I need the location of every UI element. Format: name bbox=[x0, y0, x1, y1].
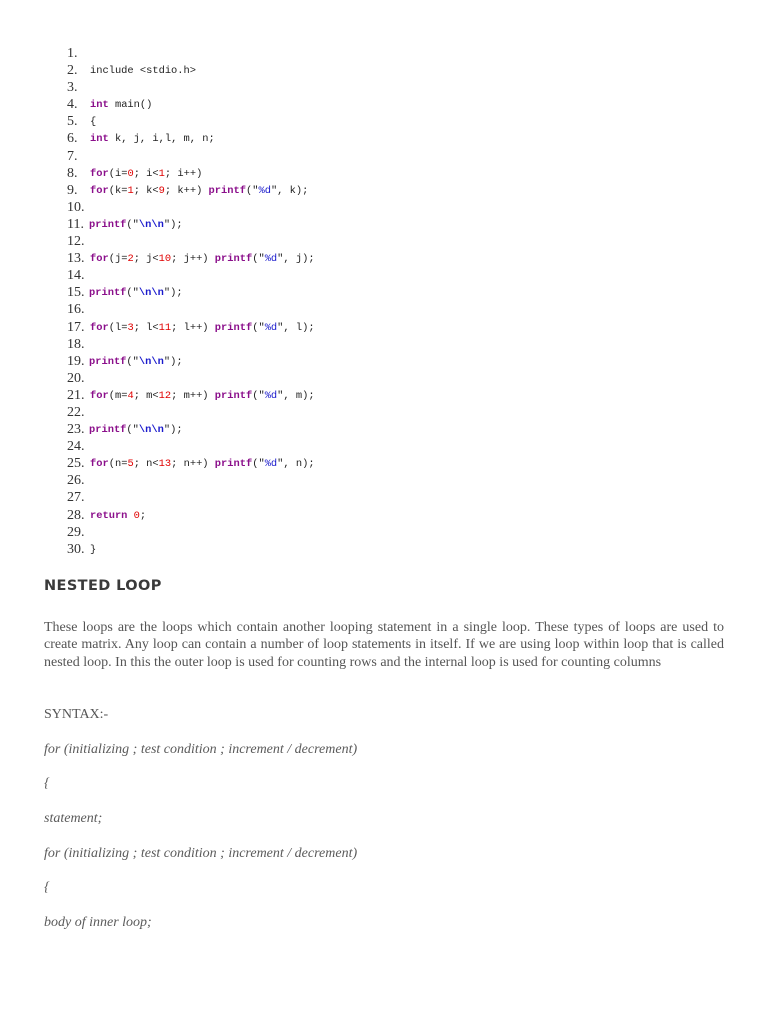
code-token-plain: (i= bbox=[108, 167, 128, 180]
line-number: 3. bbox=[67, 80, 78, 96]
code-text bbox=[90, 509, 146, 524]
code-line bbox=[0, 353, 768, 370]
code-token-kw: for bbox=[90, 321, 109, 334]
code-line bbox=[0, 301, 768, 318]
code-line bbox=[0, 472, 768, 489]
code-token-plain: ; i++) bbox=[164, 167, 203, 180]
code-line bbox=[0, 45, 768, 62]
code-token-kw: for bbox=[90, 458, 109, 471]
code-token-plain: (" bbox=[126, 355, 139, 368]
code-token-kw: for bbox=[90, 253, 109, 266]
code-token-plain: ", m); bbox=[277, 389, 315, 402]
code-token-plain: ; j< bbox=[133, 253, 159, 266]
line-number: 15. bbox=[67, 285, 85, 301]
code-token-plain: "); bbox=[163, 355, 183, 368]
code-text bbox=[90, 64, 196, 79]
code-token-plain: (" bbox=[126, 218, 139, 231]
code-line bbox=[0, 199, 768, 216]
line-number: 26. bbox=[67, 473, 85, 489]
code-token-kw: printf bbox=[214, 321, 253, 334]
code-token-plain: k, j, i,l, m, n; bbox=[108, 133, 215, 146]
code-token-kw: printf bbox=[89, 355, 127, 368]
code-text bbox=[90, 252, 315, 267]
code-token-kw: int bbox=[90, 133, 109, 146]
code-line bbox=[0, 404, 768, 421]
code-token-plain: { bbox=[90, 116, 97, 129]
code-line bbox=[0, 130, 768, 147]
code-token-plain: ; n< bbox=[133, 458, 159, 471]
line-number: 18. bbox=[67, 336, 85, 352]
syntax-line-outer-for: for (initializing ; test condition ; increment / decrement) bbox=[44, 742, 358, 757]
code-token-plain: (" bbox=[252, 321, 265, 334]
code-token-num: 2 bbox=[127, 253, 134, 266]
syntax-line-open-brace: { bbox=[44, 776, 50, 791]
code-token-num: 0 bbox=[133, 509, 140, 522]
code-token-plain: ; k++) bbox=[164, 184, 209, 197]
syntax-line-statement: statement; bbox=[44, 811, 103, 826]
code-token-plain: ; i< bbox=[133, 167, 159, 180]
line-number: 11. bbox=[67, 216, 84, 232]
code-token-esc: \n\n bbox=[138, 355, 164, 368]
line-number: 20. bbox=[67, 370, 85, 386]
code-line bbox=[0, 455, 768, 472]
line-number: 6. bbox=[67, 131, 78, 147]
line-number: 30. bbox=[67, 541, 85, 557]
code-token-plain: ; m< bbox=[133, 389, 159, 402]
line-number: 5. bbox=[67, 114, 78, 130]
line-number: 4. bbox=[67, 97, 78, 113]
code-text bbox=[90, 115, 96, 130]
line-number: 23. bbox=[67, 422, 85, 438]
code-token-plain: (" bbox=[252, 389, 265, 402]
code-line bbox=[0, 507, 768, 524]
code-line bbox=[0, 148, 768, 165]
code-text bbox=[90, 167, 202, 182]
line-number: 22. bbox=[67, 404, 85, 420]
code-text bbox=[89, 355, 183, 370]
code-token-plain: (k= bbox=[108, 184, 128, 197]
code-token-str: %d bbox=[264, 458, 278, 471]
syntax-line-inner-body: body of inner loop; bbox=[44, 915, 152, 930]
code-token-num: 9 bbox=[158, 184, 165, 197]
code-line bbox=[0, 250, 768, 267]
code-token-esc: \n\n bbox=[138, 287, 164, 300]
line-number: 29. bbox=[67, 524, 85, 540]
code-token-plain: "); bbox=[163, 287, 183, 300]
code-token-plain: ", k); bbox=[270, 184, 309, 197]
code-token-plain: (" bbox=[126, 287, 139, 300]
code-token-plain: ; m++) bbox=[171, 389, 215, 402]
code-line bbox=[0, 489, 768, 506]
code-line bbox=[0, 165, 768, 182]
code-text bbox=[90, 457, 315, 472]
code-token-kw: printf bbox=[89, 287, 127, 300]
code-token-kw: return bbox=[90, 509, 128, 522]
code-token-plain: (j= bbox=[108, 253, 128, 266]
code-token-plain: (m= bbox=[108, 389, 128, 402]
code-line bbox=[0, 524, 768, 541]
code-token-plain: (" bbox=[252, 253, 265, 266]
code-line bbox=[0, 113, 768, 130]
code-token-plain: ; l++) bbox=[171, 321, 215, 334]
syntax-line-inner-open-brace: { bbox=[44, 880, 50, 895]
code-line bbox=[0, 267, 768, 284]
code-token-num: 3 bbox=[127, 321, 134, 334]
section-heading: NESTED LOOP bbox=[44, 578, 162, 594]
code-token-kw: for bbox=[90, 167, 109, 180]
code-line bbox=[0, 96, 768, 113]
code-token-kw: for bbox=[90, 389, 109, 402]
code-line bbox=[0, 438, 768, 455]
code-token-plain: (" bbox=[252, 458, 265, 471]
code-token-kw: printf bbox=[214, 389, 253, 402]
line-number: 16. bbox=[67, 302, 85, 318]
code-token-num: 0 bbox=[127, 167, 134, 180]
code-token-str: %d bbox=[264, 321, 278, 334]
line-number: 28. bbox=[67, 507, 85, 523]
code-text bbox=[90, 132, 215, 147]
code-token-plain: ; n++) bbox=[171, 458, 215, 471]
line-number: 7. bbox=[67, 148, 78, 164]
line-number: 12. bbox=[67, 234, 85, 250]
line-number: 21. bbox=[67, 387, 85, 403]
code-token-plain: ", n); bbox=[277, 458, 315, 471]
code-line bbox=[0, 216, 768, 233]
line-number: 8. bbox=[67, 165, 78, 181]
code-token-plain: ; bbox=[139, 509, 147, 522]
code-token-num: 12 bbox=[158, 389, 172, 402]
code-token-num: 5 bbox=[127, 458, 134, 471]
line-number: 25. bbox=[67, 456, 85, 472]
code-token-esc: \n\n bbox=[138, 218, 164, 231]
line-number: 9. bbox=[67, 182, 78, 198]
line-number: 13. bbox=[67, 251, 85, 267]
code-token-num: 10 bbox=[158, 253, 172, 266]
code-token-plain: (n= bbox=[108, 458, 128, 471]
line-number: 2. bbox=[67, 63, 78, 79]
code-line bbox=[0, 421, 768, 438]
line-number: 17. bbox=[67, 319, 85, 335]
code-token-num: 11 bbox=[158, 321, 172, 334]
code-token-plain: ", l); bbox=[277, 321, 315, 334]
code-line bbox=[0, 233, 768, 250]
code-token-kw: printf bbox=[214, 253, 253, 266]
description-paragraph: These loops are the loops which contain another looping statement in a single loop. These types of loops are used to create matrix. Any loop can contain a number of loop statements in itself. If we are using loop within loop that is called nested loop. In this the outer loop is used for counting rows and the internal loop is used for counting columns bbox=[44, 620, 724, 670]
code-text bbox=[89, 218, 183, 233]
code-text bbox=[90, 98, 152, 113]
code-token-kw: printf bbox=[208, 184, 246, 197]
code-line bbox=[0, 284, 768, 301]
code-line bbox=[0, 79, 768, 96]
code-token-plain: include <stdio.h> bbox=[90, 65, 197, 78]
code-token-plain: (l= bbox=[108, 321, 128, 334]
code-text bbox=[90, 543, 96, 558]
code-token-str: %d bbox=[264, 253, 278, 266]
code-line bbox=[0, 182, 768, 199]
code-token-plain: "); bbox=[163, 424, 183, 437]
code-token-num: 1 bbox=[158, 167, 165, 180]
code-token-str: %d bbox=[264, 389, 278, 402]
code-token-num: 4 bbox=[127, 389, 134, 402]
code-line bbox=[0, 370, 768, 387]
code-token-plain: } bbox=[90, 543, 97, 556]
syntax-line-inner-for: for (initializing ; test condition ; increment / decrement) bbox=[44, 846, 358, 861]
syntax-label: SYNTAX:- bbox=[44, 707, 109, 722]
code-token-plain: ; j++) bbox=[171, 253, 215, 266]
code-token-kw: for bbox=[90, 184, 109, 197]
code-token-kw: printf bbox=[89, 218, 127, 231]
code-text bbox=[90, 321, 315, 336]
line-number: 14. bbox=[67, 268, 85, 284]
code-token-kw: int bbox=[90, 99, 109, 112]
line-number: 1. bbox=[67, 46, 78, 61]
code-line bbox=[0, 336, 768, 353]
code-line bbox=[0, 541, 768, 558]
code-text bbox=[90, 389, 315, 404]
code-text bbox=[89, 423, 183, 438]
code-text bbox=[90, 184, 308, 199]
code-text bbox=[89, 286, 183, 301]
code-token-kw: printf bbox=[89, 424, 127, 437]
code-token-str: %d bbox=[258, 184, 271, 197]
code-token-plain: main() bbox=[108, 99, 153, 112]
code-line bbox=[0, 387, 768, 404]
code-token-plain: "); bbox=[163, 218, 183, 231]
line-number: 10. bbox=[67, 199, 85, 215]
code-token-plain: (" bbox=[245, 184, 259, 197]
code-line bbox=[0, 319, 768, 336]
line-number: 24. bbox=[67, 439, 85, 455]
code-token-num: 13 bbox=[158, 458, 172, 471]
line-number: 27. bbox=[67, 490, 85, 506]
code-token-plain: (" bbox=[126, 424, 139, 437]
code-token-kw: printf bbox=[214, 458, 253, 471]
code-token-esc: \n\n bbox=[138, 424, 164, 437]
code-line bbox=[0, 62, 768, 79]
code-token-plain: ", j); bbox=[277, 253, 315, 266]
code-token-num: 1 bbox=[127, 184, 134, 197]
code-token-plain: ; k< bbox=[133, 184, 159, 197]
line-number: 19. bbox=[67, 353, 85, 369]
code-listing bbox=[0, 45, 768, 558]
code-token-plain: ; l< bbox=[133, 321, 159, 334]
